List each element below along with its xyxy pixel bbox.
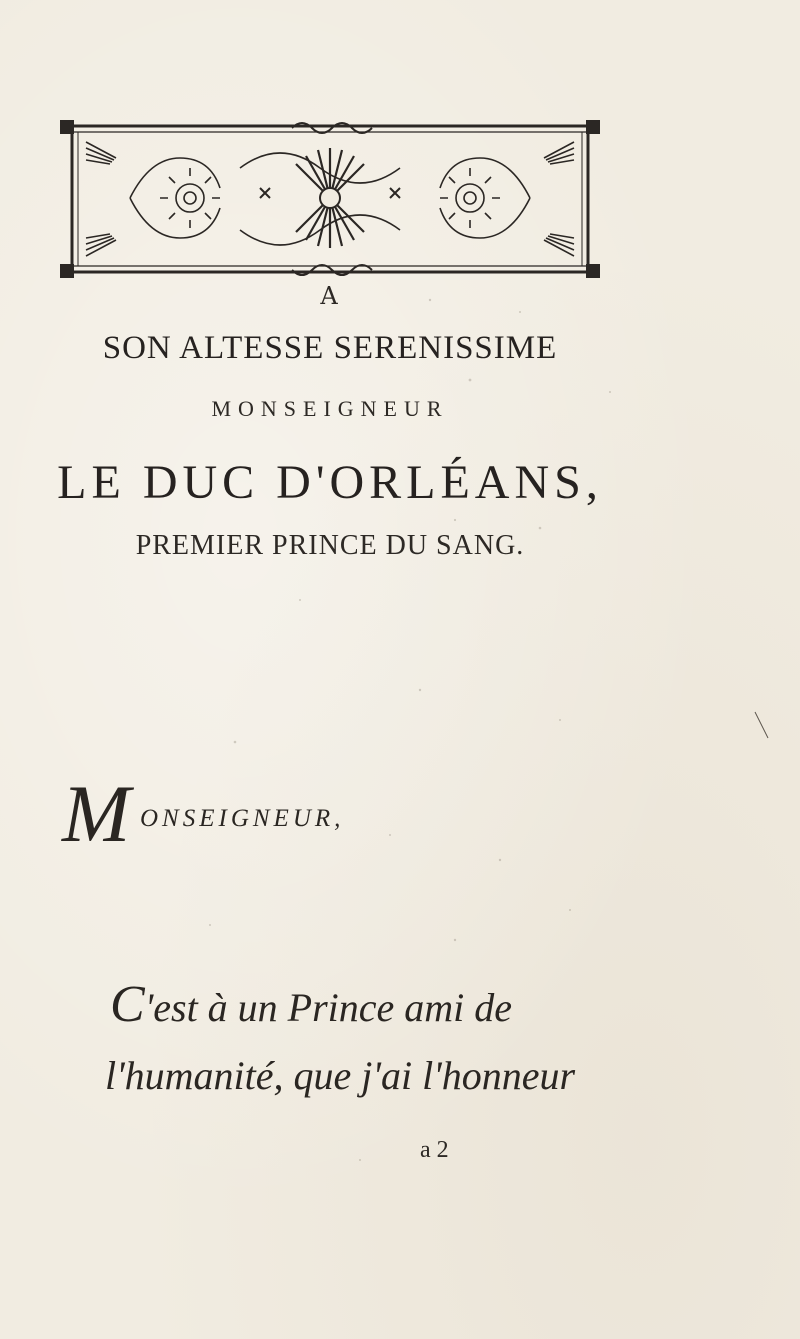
dedication-title: SON ALTESSE SERENISSIME: [102, 330, 558, 366]
salutation-text: ONSEIGNEUR,: [140, 805, 345, 832]
body-initial: C: [110, 976, 145, 1033]
salutation: [62, 768, 622, 859]
body-line-1-text: 'est à un Prince ami de: [144, 985, 513, 1030]
dedication-rank: PREMIER PRINCE DU SANG.: [135, 530, 525, 561]
body-line-1: [110, 975, 512, 1034]
dedication-honorific: MONSEIGNEUR: [211, 396, 449, 421]
signature-mark: a 2: [420, 1137, 449, 1163]
headpiece-ornament: [60, 118, 600, 286]
body-line-2: l'humanité, que j'ai l'honneur: [105, 1053, 576, 1098]
drop-cap: M: [62, 768, 131, 859]
dedication-name: LE DUC D'ORLÉANS,: [57, 456, 603, 509]
dedication-to: A: [320, 282, 340, 310]
